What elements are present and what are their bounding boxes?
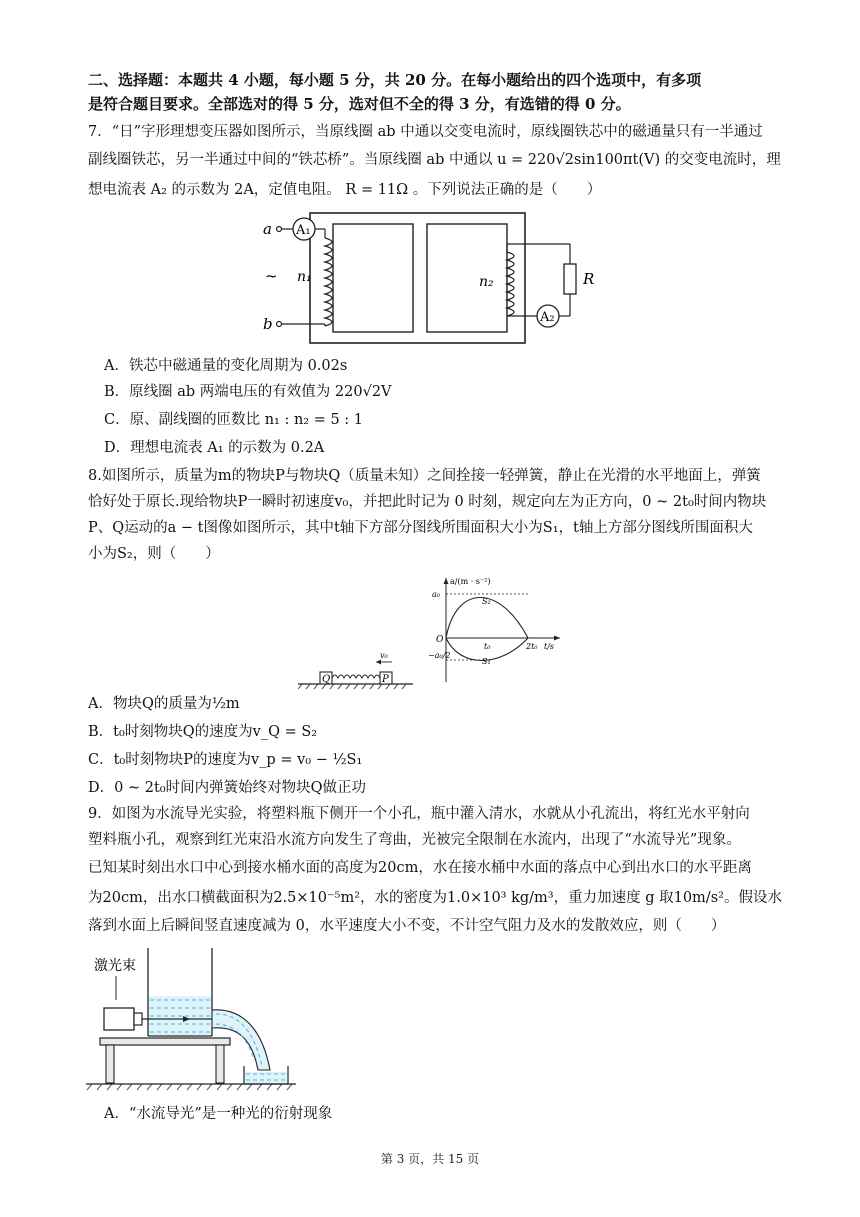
q8-text-line4: 小为S₂，则（ ） xyxy=(88,546,220,562)
water-light-guide-figure xyxy=(82,948,300,1098)
label-tunit: t/s xyxy=(544,642,555,651)
q8-text-line3: P、Q运动的a − t图像如图所示，其中t轴下方部分图线所围面积大小为S₁，t轴上方部分图线所围面积大 xyxy=(88,520,753,536)
label-v0: v₀ xyxy=(380,651,388,660)
q8-option-a: A．物块Q的质量为½m xyxy=(88,696,240,712)
section-header-line1: 二、选择题：本题共 4 小题，每小题 5 分，共 20 分。在每小题给出的四个选项中，有多项 xyxy=(88,71,702,89)
arrow-left-icon xyxy=(376,660,381,665)
label-ylabel: a/(m · s⁻²) xyxy=(450,577,491,586)
label-P: P xyxy=(382,674,389,685)
label-neg-half: −a₀/2 xyxy=(428,651,451,660)
q7-option-c: C．原、副线圈的匝数比 n₁ : n₂ = 5 : 1 xyxy=(104,412,364,428)
label-n2: n₂ xyxy=(479,274,494,290)
table-top xyxy=(100,1038,230,1045)
x-axis-arrow-icon xyxy=(554,636,560,641)
q9-text-line5: 落到水面上后瞬间竖直速度减为 0，水平速度大小不变，不计空气阻力及水的发散效应，则（ ） xyxy=(88,918,726,934)
resistor-icon xyxy=(564,264,576,294)
label-S2: S₂ xyxy=(482,597,491,606)
y-axis-arrow-icon xyxy=(444,578,449,584)
label-R: R xyxy=(583,270,595,288)
q8-text-line1: 8.如图所示，质量为m的物块P与物块Q（质量未知）之间拴接一轻弹簧，静止在光滑的水平地面上，弹簧 xyxy=(88,468,761,484)
label-a: a xyxy=(263,220,272,238)
q7-option-b: B．原线圈 ab 两端电压的有效值为 220√2V xyxy=(104,384,392,400)
label-laser: 激光束 xyxy=(94,958,136,974)
q8-option-d: D．0 ~ 2t₀时间内弹簧始终对物块Q做正功 xyxy=(88,780,366,796)
q8-option-c: C．t₀时刻物块P的速度为v_p = v₀ − ½S₁ xyxy=(88,752,363,768)
q7-text-line1: 7．“日”字形理想变压器如图所示，当原线圈 ab 中通以交变电流时，原线圈铁芯中的磁通量只有一半通过 xyxy=(88,124,763,140)
q9-text-line3: 已知某时刻出水口中心到接水桶水面的高度为20cm，水在接水桶中水面的落点中心到出水口的水平距离 xyxy=(88,860,752,876)
q7-text-line3: 想电流表 A₂ 的示数为 2A，定值电阻。 R = 11Ω 。下列说法正确的是（ ） xyxy=(88,182,602,198)
label-Q: Q xyxy=(322,674,331,685)
label-A2: A₂ xyxy=(540,310,555,325)
q7-option-d: D．理想电流表 A₁ 的示数为 0.2A xyxy=(104,440,325,456)
laser-device xyxy=(104,1008,134,1030)
label-b: b xyxy=(263,315,273,333)
label-S1: S₁ xyxy=(482,657,491,666)
q9-text-line4: 为20cm，出水口横截面积为2.5×10⁻⁵m²，水的密度为1.0×10³ kg/m³，重力加速度 g 取10m/s²。假设水 xyxy=(88,890,782,906)
label-a0: a₀ xyxy=(432,590,440,599)
q8-text-line2: 恰好处于原长.现给物块P一瞬时初速度v₀，并把此时记为 0 时刻，规定向左为正方向，0 ~ 2t₀时间内物块 xyxy=(88,494,767,510)
section-header-line2: 是符合题目要求。全部选对的得 5 分，选对但不全的得 3 分，有选错的得 0 分。 xyxy=(88,95,631,113)
label-t0: t₀ xyxy=(484,642,491,651)
label-n1: n₁ xyxy=(297,269,312,285)
label-2t0: 2t₀ xyxy=(526,642,538,651)
q8-option-b: B．t₀时刻物块Q的速度为v_Q = S₂ xyxy=(88,724,318,740)
spring-icon xyxy=(332,675,380,678)
transformer-figure xyxy=(255,208,600,350)
spring-blocks-figure xyxy=(298,648,418,690)
a-t-graph xyxy=(420,572,565,684)
q7-option-a: A．铁芯中磁通量的变化周期为 0.02s xyxy=(104,358,348,374)
q7-text-line2: 副线圈铁芯，另一半通过中间的“铁芯桥”。当原线圈 ab 中通以 u = 220√2sin100πt(V) 的交变电流时，理 xyxy=(88,152,781,168)
label-tilde: ~ xyxy=(265,267,278,285)
q9-option-a: A．“水流导光”是一种光的衍射现象 xyxy=(104,1106,333,1122)
page-footer: 第 3 页，共 15 页 xyxy=(380,1152,480,1166)
label-O: O xyxy=(436,635,444,645)
q9-text-line2: 塑料瓶小孔，观察到红光束沿水流方向发生了弯曲，光被完全限制在水流内，出现了“水流导光”现象。 xyxy=(88,832,741,848)
label-A1: A₁ xyxy=(296,223,311,238)
q9-text-line1: 9．如图为水流导光实验，将塑料瓶下侧开一个小孔，瓶中灌入清水，水就从小孔流出，将红光水平射向 xyxy=(88,806,750,822)
